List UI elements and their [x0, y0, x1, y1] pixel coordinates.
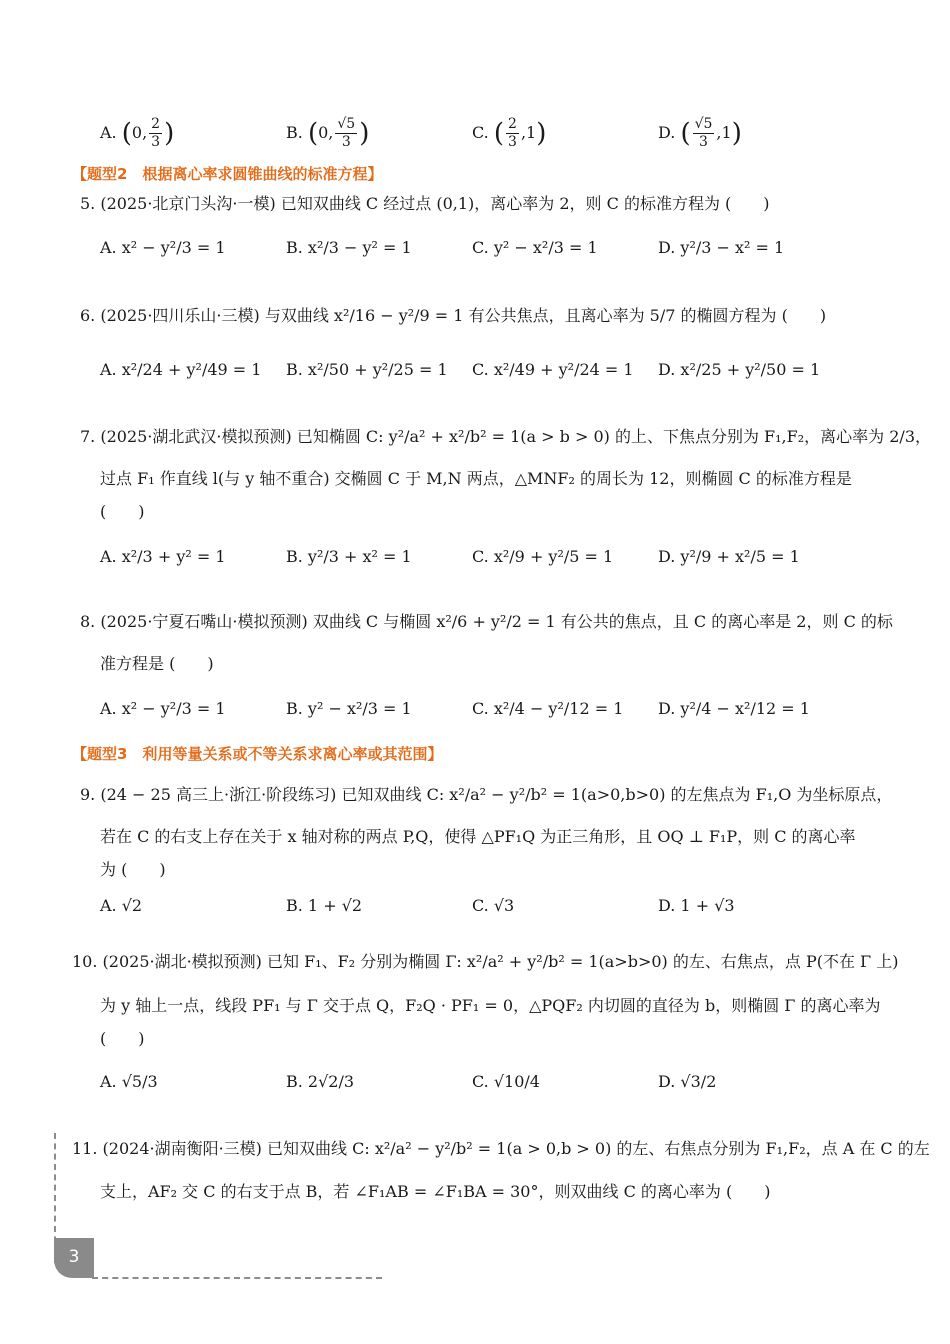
page-border-horizontal	[92, 1277, 382, 1279]
question-7-stem-line2: 过点 F₁ 作直线 l(与 y 轴不重合) 交椭圆 C 于 M,N 两点，△MNF₂ 的周长为 12，则椭圆 C 的标准方程是	[100, 469, 852, 488]
question-7-stem-line3: ( )	[100, 502, 145, 521]
q6-option-d: D. x²/25 + y²/50 = 1	[658, 360, 821, 379]
q7-option-b: B. y²/3 + x² = 1	[286, 547, 412, 566]
q8-option-c: C. x²/4 − y²/12 = 1	[472, 699, 624, 718]
q4-option-d: D. ( $\frac{√5}{3}$ ,1)	[658, 116, 742, 150]
q9-option-b: B. 1 + √2	[286, 896, 363, 915]
q7-option-c: C. x²/9 + y²/5 = 1	[472, 547, 614, 566]
question-7-stem-line1: 7. (2025·湖北武汉·模拟预测) 已知椭圆 C: y²/a² + x²/b² = 1(a > b > 0) 的上、下焦点分别为 F₁,F₂，离心率为 2/3，	[80, 427, 931, 446]
q4-option-a: A. (0, $\frac{2}{3}$ )	[100, 116, 175, 150]
q10-option-a: A. √5/3	[100, 1072, 158, 1091]
question-10-stem-line3: ( )	[100, 1029, 145, 1048]
q5-option-b: B. x²/3 − y² = 1	[286, 238, 412, 257]
question-9-stem-line2: 若在 C 的右支上存在关于 x 轴对称的两点 P,Q，使得 △PF₁Q 为正三角形，且 OQ ⊥ F₁P，则 C 的离心率	[100, 827, 856, 846]
q9-option-a: A. √2	[100, 896, 143, 915]
q9-option-c: C. √3	[472, 896, 515, 915]
question-9-stem-line1: 9. (24 − 25 高三上·浙江·阶段练习) 已知双曲线 C: x²/a² − y²/b² = 1(a>0,b>0) 的左焦点为 F₁,O 为坐标原点，	[80, 785, 893, 804]
q10-option-d: D. √3/2	[658, 1072, 717, 1091]
section-heading-2: 【题型2 根据离心率求圆锥曲线的标准方程】	[72, 165, 383, 183]
question-10-stem-line1: 10. (2025·湖北·模拟预测) 已知 F₁、F₂ 分别为椭圆 Γ: x²/a² + y²/b² = 1(a>b>0) 的左、右焦点，点 P(不在 Γ 上)	[72, 952, 899, 971]
question-5-stem: 5. (2025·北京门头沟·一模) 已知双曲线 C 经过点 (0,1)，离心率为 2，则 C 的标准方程为 ( )	[80, 194, 770, 213]
question-6-stem: 6. (2025·四川乐山·三模) 与双曲线 x²/16 − y²/9 = 1 有公共焦点，且离心率为 5/7 的椭圆方程为 ( )	[80, 306, 827, 325]
q6-option-b: B. x²/50 + y²/25 = 1	[286, 360, 448, 379]
q5-option-c: C. y² − x²/3 = 1	[472, 238, 598, 257]
q4-option-c: C. ( $\frac{2}{3}$ ,1)	[472, 116, 547, 150]
q9-option-d: D. 1 + √3	[658, 896, 735, 915]
question-11-stem-line1: 11. (2024·湖南衡阳·三模) 已知双曲线 C: x²/a² − y²/b² = 1(a > 0,b > 0) 的左、右焦点分别为 F₁,F₂，点 A 在 C 的左	[72, 1139, 930, 1158]
q6-option-c: C. x²/49 + y²/24 = 1	[472, 360, 634, 379]
q10-option-b: B. 2√2/3	[286, 1072, 355, 1091]
question-8-stem-line1: 8. (2025·宁夏石嘴山·模拟预测) 双曲线 C 与椭圆 x²/6 + y²/2 = 1 有公共的焦点，且 C 的离心率是 2，则 C 的标	[80, 612, 893, 631]
q4-option-b: B. (0, $\frac{√5}{3}$ )	[286, 116, 370, 150]
question-8-stem-line2: 准方程是 ( )	[100, 654, 214, 673]
q7-option-a: A. x²/3 + y² = 1	[100, 547, 226, 566]
q8-option-b: B. y² − x²/3 = 1	[286, 699, 412, 718]
q5-option-d: D. y²/3 − x² = 1	[658, 238, 785, 257]
page-number: 3	[54, 1238, 94, 1278]
question-11-stem-line2: 支上，AF₂ 交 C 的右支于点 B，若 ∠F₁AB = ∠F₁BA = 30°，则双曲线 C 的离心率为 ( )	[100, 1182, 771, 1201]
q6-option-a: A. x²/24 + y²/49 = 1	[100, 360, 262, 379]
q7-option-d: D. y²/9 + x²/5 = 1	[658, 547, 800, 566]
section-heading-3: 【题型3 利用等量关系或不等关系求离心率或其范围】	[72, 745, 443, 763]
question-9-stem-line3: 为 ( )	[100, 860, 166, 879]
q8-option-a: A. x² − y²/3 = 1	[100, 699, 226, 718]
q8-option-d: D. y²/4 − x²/12 = 1	[658, 699, 810, 718]
q5-option-a: A. x² − y²/3 = 1	[100, 238, 226, 257]
question-10-stem-line2: 为 y 轴上一点，线段 PF₁ 与 Γ 交于点 Q，F₂Q · PF₁ = 0，△PQF₂ 内切圆的直径为 b，则椭圆 Γ 的离心率为	[100, 996, 881, 1015]
q10-option-c: C. √10/4	[472, 1072, 540, 1091]
